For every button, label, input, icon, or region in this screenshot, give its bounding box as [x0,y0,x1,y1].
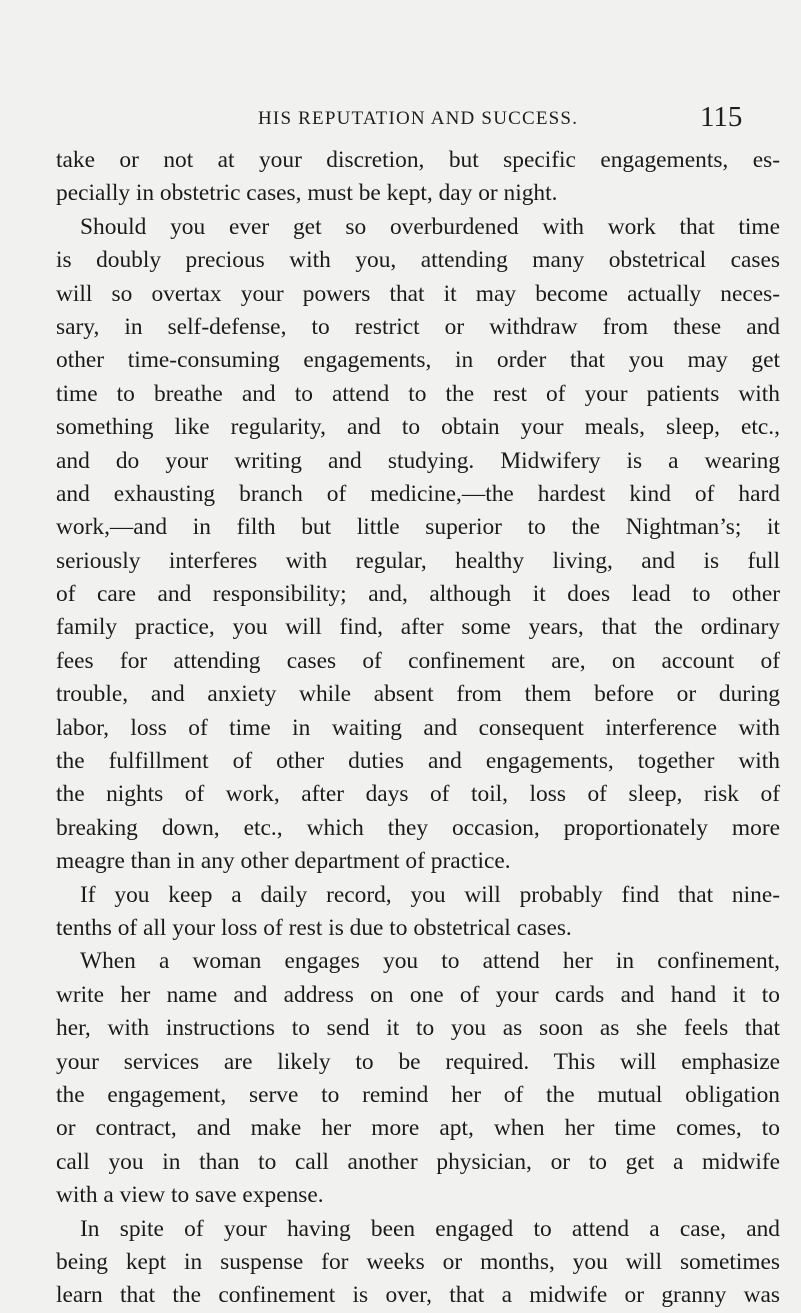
text-line: call you in than to call another physician, or to get a midwife [56,1148,780,1175]
text-line: meagre than in any other department of practice. [56,848,511,875]
text-line: something like regularity, and to obtain your meals, sleep, etc., [56,414,780,441]
text-line: the engagement, serve to remind her of the mutual obligation [56,1081,780,1108]
text-line: time to breathe and to attend to the rest of your patients with [56,380,780,407]
text-line: being kept in suspense for weeks or months, you will sometimes [56,1248,780,1275]
text-line: other time-consuming engagements, in order that you may get [56,347,780,374]
text-line: learn that the confinement is over, that a midwife or granny was [56,1282,780,1309]
text-line: with a view to save expense. [56,1182,324,1209]
text-line: labor, loss of time in waiting and consequent interference with [56,714,780,741]
text-line: When a woman engages you to attend her in confinement, [80,948,780,975]
text-line: family practice, you will find, after some years, that the ordinary [56,614,780,641]
text-line: will so overtax your powers that it may become actually neces- [56,280,780,307]
text-line: write her name and address on one of your cards and hand it to [56,981,780,1008]
text-line: trouble, and anxiety while absent from them before or during [56,681,780,708]
text-line: fees for attending cases of confinement are, on account of [56,647,780,674]
text-line: tenths of all your loss of rest is due to obstetrical cases. [56,914,572,941]
text-line: pecially in obstetric cases, must be kept, day or night. [56,180,558,207]
text-line: If you keep a daily record, you will probably find that nine- [80,881,780,908]
text-line: and do your writing and studying. Midwifery is a wearing [56,447,780,474]
text-line: take or not at your discretion, but specific engagements, es- [56,147,780,173]
text-line: In spite of your having been engaged to attend a case, and [80,1215,780,1242]
text-line: seriously interferes with regular, healthy living, and is full [56,547,780,574]
text-line: is doubly precious with you, attending many obstetrical cases [56,247,780,274]
body-text [56,144,780,1313]
text-line: sary, in self-defense, to restrict or withdraw from these and [56,313,780,340]
text-line: and exhausting branch of medicine,—the hardest kind of hard [56,480,780,507]
page-number: 115 [700,101,743,133]
text-line: the nights of work, after days of toil, loss of sleep, risk of [56,781,780,808]
text-line: Should you ever get so overburdened with work that time [80,213,780,240]
text-line: work,—and in filth but little superior to the Nightman’s; it [56,514,780,541]
text-line: of care and responsibility; and, although it does lead to other [56,581,780,608]
text-line: her, with instructions to send it to you as soon as she feels that [56,1015,780,1042]
text-line: the fulfillment of other duties and engagements, together with [56,748,780,775]
running-head: HIS REPUTATION AND SUCCESS. [258,108,579,129]
text-line: your services are likely to be required. This will emphasize [56,1048,780,1075]
text-line: breaking down, etc., which they occasion, proportionately more [56,814,780,841]
text-line: or contract, and make her more apt, when her time comes, to [56,1115,780,1142]
